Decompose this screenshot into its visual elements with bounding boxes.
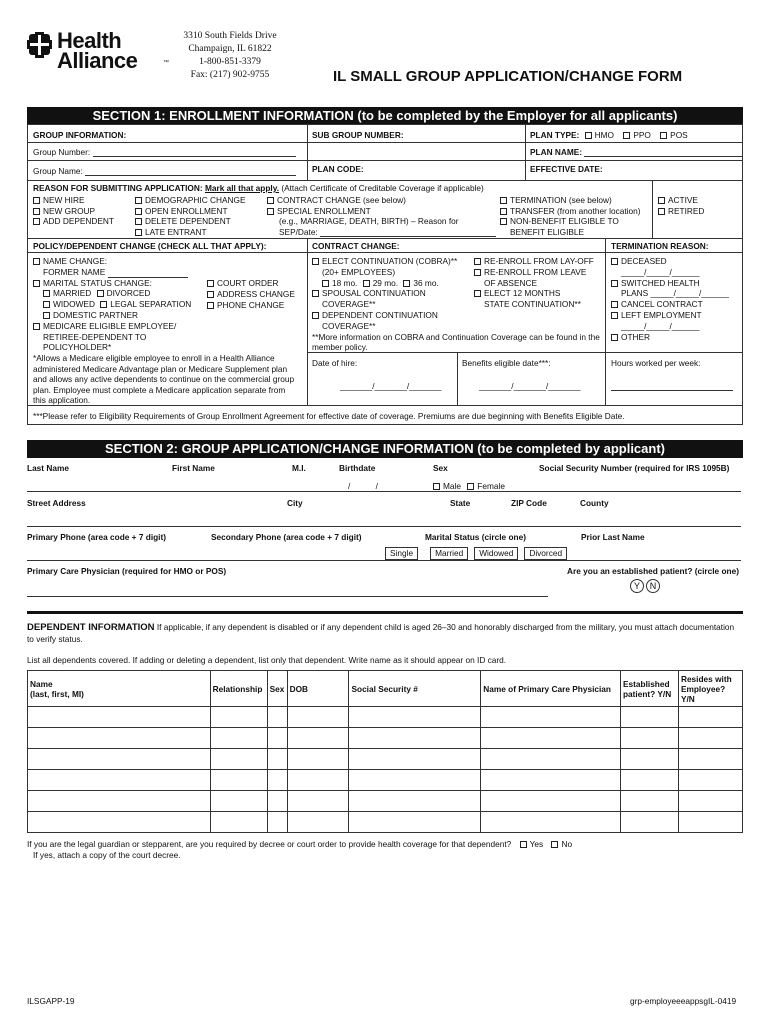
guardian-no-label: No (561, 839, 573, 849)
date-of-hire-label: Date of hire: (312, 358, 358, 368)
plan-type-label: PLAN TYPE: (530, 130, 580, 140)
guardian-note: If yes, attach a copy of the court decree. (33, 850, 181, 860)
hours-input[interactable] (611, 381, 733, 391)
elect-continuation-option[interactable]: ELECT CONTINUATION (COBRA)** (312, 256, 482, 267)
termination-reason-header: TERMINATION REASON: (611, 241, 709, 251)
deceased-option[interactable]: DECEASED (611, 256, 736, 267)
reason-item[interactable]: DEMOGRAPHIC CHANGE (135, 195, 246, 206)
pcp-label: Primary Care Physician (required for HMO or POS) (27, 566, 227, 576)
plan-type-ppo-checkbox[interactable] (623, 132, 630, 139)
primary-phone-label: Primary Phone (area code + 7 digit) (27, 532, 167, 542)
form-title: IL SMALL GROUP APPLICATION/CHANGE FORM (333, 68, 683, 85)
footer-version-code: grp-employeeeappsgIL-0419 (630, 996, 737, 1006)
dependent-info-label: DEPENDENT INFORMATION (27, 622, 155, 633)
reason-item[interactable]: TERMINATION (see below) (500, 195, 641, 206)
deceased-date[interactable]: _____/_____/______ (621, 266, 700, 277)
address-street: 3310 South Fields Drive (183, 31, 277, 41)
city-label: City (287, 498, 303, 508)
plan-code-label: PLAN CODE: (312, 164, 364, 174)
section1-title: SECTION 1: ENROLLMENT INFORMATION (to be completed by the Employer for all applicants) (27, 107, 743, 125)
elect-12-months-option[interactable]: ELECT 12 MONTHS (474, 288, 594, 299)
guardian-no-checkbox[interactable] (551, 841, 558, 848)
status-retired[interactable]: RETIRED (658, 206, 704, 217)
col-resides: Resides with Employee? Y/N (678, 671, 742, 707)
dependent-info-body: If applicable, if any dependent is disabled or if any dependent child is aged 26–30 and honorably discharged from the military, you must attach documentation to verify status. (27, 622, 735, 644)
hours-label: Hours worked per week: (611, 358, 701, 368)
cobra-more-info: **More information on COBRA and Continuation Coverage can be found in the member policy. (312, 332, 600, 352)
logo-tm: ™ (163, 60, 169, 66)
prior-last-name-label: Prior Last Name (581, 532, 645, 542)
col-ssn: Social Security # (349, 671, 481, 707)
address-city: Champaign, IL 61822 (188, 44, 272, 54)
left-employment-date[interactable]: _____/_____/______ (621, 320, 700, 331)
plans-date[interactable]: PLANS _____/_____/______ (621, 288, 729, 299)
state-label: State (450, 498, 471, 508)
reason-item[interactable]: LATE ENTRANT (135, 227, 246, 238)
col-sex: Sex (267, 671, 287, 707)
sex-options (433, 481, 505, 491)
company-address (180, 30, 280, 82)
dependent-info-text (27, 622, 743, 644)
medicare-line3: POLICYHOLDER* (43, 342, 112, 353)
plan-type-group (530, 130, 688, 140)
guardian-yes-label: Yes (529, 839, 544, 849)
reason-label: REASON FOR SUBMITTING APPLICATION: (33, 183, 203, 193)
reason-item[interactable]: SPECIAL ENROLLMENT (267, 206, 496, 217)
established-patient-options (630, 579, 662, 593)
reason-sep-note: (e.g., MARRIAGE, DEATH, BIRTH) – Reason for (279, 216, 459, 226)
reason-note: (Attach Certificate of Creditable Coverage if applicable) (281, 183, 484, 193)
marital-widowed[interactable]: Widowed (474, 547, 518, 560)
first-name-label: First Name (172, 463, 215, 473)
switched-option[interactable]: SWITCHED HEALTH (611, 278, 736, 289)
table-row[interactable] (28, 749, 743, 770)
section2-title: SECTION 2: GROUP APPLICATION/CHANGE INFORMATION (to be completed by applicant) (27, 440, 743, 458)
marital-change-row-1[interactable]: MARRIED DIVORCED (33, 288, 305, 299)
reasons-col4 (500, 195, 641, 237)
left-employment-option[interactable]: LEFT EMPLOYMENT (611, 310, 736, 321)
group-name-label: Group Name: (33, 166, 83, 176)
reenroll-layoff-option[interactable]: RE-ENROLL FROM LAY-OFF (474, 256, 594, 267)
reasons-col1 (33, 195, 114, 227)
domestic-partner-option[interactable]: DOMESTIC PARTNER (33, 310, 305, 321)
reason-item[interactable]: CONTRACT CHANGE (see below) (267, 195, 496, 206)
logo-cross-icon (27, 32, 55, 72)
table-row[interactable] (28, 791, 743, 812)
list-dependents-note: List all dependents covered. If adding or deleting a dependent, list only that dependent. Write name as it should appear on ID card. (27, 655, 507, 665)
plan-type-ppo-label: PPO (633, 130, 651, 140)
cancel-contract-option[interactable]: CANCEL CONTRACT (611, 299, 736, 310)
termination-column (611, 256, 736, 353)
plan-type-hmo-label: HMO (594, 130, 614, 140)
table-row[interactable] (28, 707, 743, 728)
street-label: Street Address (27, 498, 86, 508)
col-dob: DOB (287, 671, 349, 707)
former-name-field[interactable]: FORMER NAME (33, 267, 305, 278)
established-yes[interactable]: Y (630, 579, 644, 593)
reason-item[interactable]: NEW GROUP (33, 206, 114, 217)
guardian-question (27, 839, 572, 849)
spousal-coverage: COVERAGE** (322, 299, 376, 310)
group-name-field[interactable] (33, 166, 296, 176)
dependent-continuation-option[interactable]: DEPENDENT CONTINUATION (312, 310, 482, 321)
plan-type-pos-label: POS (670, 130, 688, 140)
benefits-date-input[interactable]: _______/_______/_______ (479, 381, 581, 391)
ssn-label: Social Security Number (required for IRS 1095B) (539, 463, 730, 473)
pcp-input[interactable] (27, 596, 548, 597)
elect-continuation-sub: (20+ EMPLOYEES) (322, 266, 396, 277)
policy-change-header: POLICY/DEPENDENT CHANGE (CHECK ALL THAT APPLY): (33, 241, 267, 251)
group-number-label: Group Number: (33, 147, 91, 157)
group-number-field[interactable] (33, 147, 296, 157)
spousal-continuation-option[interactable]: SPOUSAL CONTINUATION (312, 288, 482, 299)
reason-item[interactable]: DELETE DEPENDENT (135, 216, 246, 227)
col-established: Established patient? Y/N (620, 671, 678, 707)
reason-item[interactable]: NEW HIRE (33, 195, 114, 206)
female-checkbox[interactable] (467, 483, 474, 490)
marital-single[interactable]: Single (385, 547, 418, 560)
court-order-option[interactable]: COURT ORDER (207, 278, 295, 289)
marital-divorced[interactable]: Divorced (524, 547, 567, 560)
group-info-label: GROUP INFORMATION: (33, 130, 127, 140)
date-of-hire-input[interactable]: _______/_______/_______ (340, 381, 442, 391)
plan-name-input[interactable] (584, 149, 742, 157)
reasons-col2 (135, 195, 246, 237)
reason-sep-date[interactable]: SEP/Date: (267, 227, 496, 238)
plan-name-field[interactable] (530, 147, 742, 157)
contract-change-header: CONTRACT CHANGE: (312, 241, 400, 251)
reason-item[interactable]: ADD DEPENDENT (33, 216, 114, 227)
contract-change-column-2 (474, 256, 594, 310)
address-change-option[interactable]: ADDRESS CHANGE (207, 289, 295, 300)
reason-item[interactable]: NON-BENEFIT ELIGIBLE TO (500, 216, 641, 227)
plan-name-label: PLAN NAME: (530, 147, 583, 157)
medicare-line2: RETIREE-DEPENDENT TO (43, 331, 147, 342)
reason-mark: Mark all that apply. (204, 183, 280, 193)
county-label: County (580, 498, 609, 508)
marital-status-options (385, 547, 573, 560)
phone-change-option[interactable]: PHONE CHANGE (207, 300, 295, 311)
marital-status-label: Marital Status (circle one) (425, 532, 526, 542)
section-divider (27, 611, 743, 614)
guardian-question-text: If you are the legal guardian or stepparent, are you required by decree or court order to provide health coverage for that dependent? (27, 839, 512, 849)
benefits-date-label: Benefits eligible date***: (462, 358, 551, 368)
address-phone: 1-800-851-3379 (199, 57, 261, 67)
guardian-yes-checkbox[interactable] (520, 841, 527, 848)
birthdate-slashes[interactable]: / / (348, 481, 378, 491)
group-name-input[interactable] (85, 168, 296, 176)
name-change-option[interactable]: NAME CHANGE: (33, 256, 305, 267)
male-checkbox[interactable] (433, 483, 440, 490)
established-patient-label: Are you an established patient? (circle one) (567, 566, 739, 576)
sub-group-label: SUB GROUP NUMBER: (312, 130, 404, 140)
reasons-col3 (267, 195, 496, 237)
secondary-phone-label: Secondary Phone (area code + 7 digit) (211, 532, 362, 542)
footer-form-code: ILSGAPP-19 (27, 996, 75, 1006)
other-line[interactable] (611, 342, 736, 353)
marital-change-row-2[interactable]: WIDOWED LEGAL SEPARATION (33, 299, 305, 310)
reenroll-leave-option[interactable]: RE-ENROLL FROM LEAVE (474, 267, 594, 278)
male-label: Male (443, 481, 461, 491)
effective-date-label: EFFECTIVE DATE: (530, 164, 603, 174)
col-name: Name (last, first, MI) (28, 671, 211, 707)
medicare-option[interactable]: MEDICARE ELIGIBLE EMPLOYEE/ (33, 321, 305, 332)
sex-label: Sex (433, 463, 448, 473)
established-no[interactable]: N (646, 579, 660, 593)
col-relationship: Relationship (210, 671, 267, 707)
medicare-note: *Allows a Medicare eligible employee to enroll in a Health Alliance administered Medicare Advantage plan or Medicare Supplement plan and allows any active dependents to continue on the commercial group plan. Employee must complete a Medicare application separate from this application. (33, 353, 295, 406)
elect-12-months-sub: STATE CONTINUATION** (484, 299, 581, 310)
logo-text-health: Health (57, 28, 122, 53)
col-pcp: Name of Primary Care Physician (481, 671, 621, 707)
table-row[interactable] (28, 728, 743, 749)
table-row[interactable] (28, 770, 743, 791)
mi-label: M.I. (292, 463, 306, 473)
birthdate-label: Birthdate (339, 463, 376, 473)
reason-item[interactable]: TRANSFER (from another location) (500, 206, 641, 217)
reenroll-leave-sub: OF ABSENCE (484, 277, 538, 288)
other-option[interactable]: OTHER (611, 332, 736, 343)
contract-change-column (312, 256, 482, 332)
reason-benefit-eligible: BENEFIT ELIGIBLE (510, 226, 585, 237)
female-label: Female (477, 481, 505, 491)
reasons-col5 (658, 195, 704, 216)
dependent-coverage: COVERAGE** (322, 320, 376, 331)
dependent-table (27, 670, 743, 833)
logo-text-alliance: Alliance (57, 48, 138, 73)
marital-married[interactable]: Married (430, 547, 468, 560)
table-row[interactable] (28, 812, 743, 833)
plan-type-pos-checkbox[interactable] (660, 132, 667, 139)
plan-type-hmo-checkbox[interactable] (585, 132, 592, 139)
group-number-input[interactable] (93, 149, 296, 157)
cobra-months[interactable]: 18 mo. 29 mo. 36 mo. (312, 278, 482, 289)
section1-footnote: ***Please refer to Eligibility Requirements of Group Enrollment Agreement for effective date of coverage. Premiums are due beginning with Benefits Eligible Date. (33, 411, 625, 421)
reason-item[interactable]: OPEN ENROLLMENT (135, 206, 246, 217)
address-fax: Fax: (217) 902-9755 (190, 70, 270, 80)
last-name-label: Last Name (27, 463, 69, 473)
marital-change-option[interactable]: MARITAL STATUS CHANGE: (33, 278, 305, 289)
zip-label: ZIP Code (511, 498, 547, 508)
reason-header (33, 183, 484, 193)
status-active[interactable]: ACTIVE (658, 195, 704, 206)
policy-change-column-2 (207, 278, 295, 310)
